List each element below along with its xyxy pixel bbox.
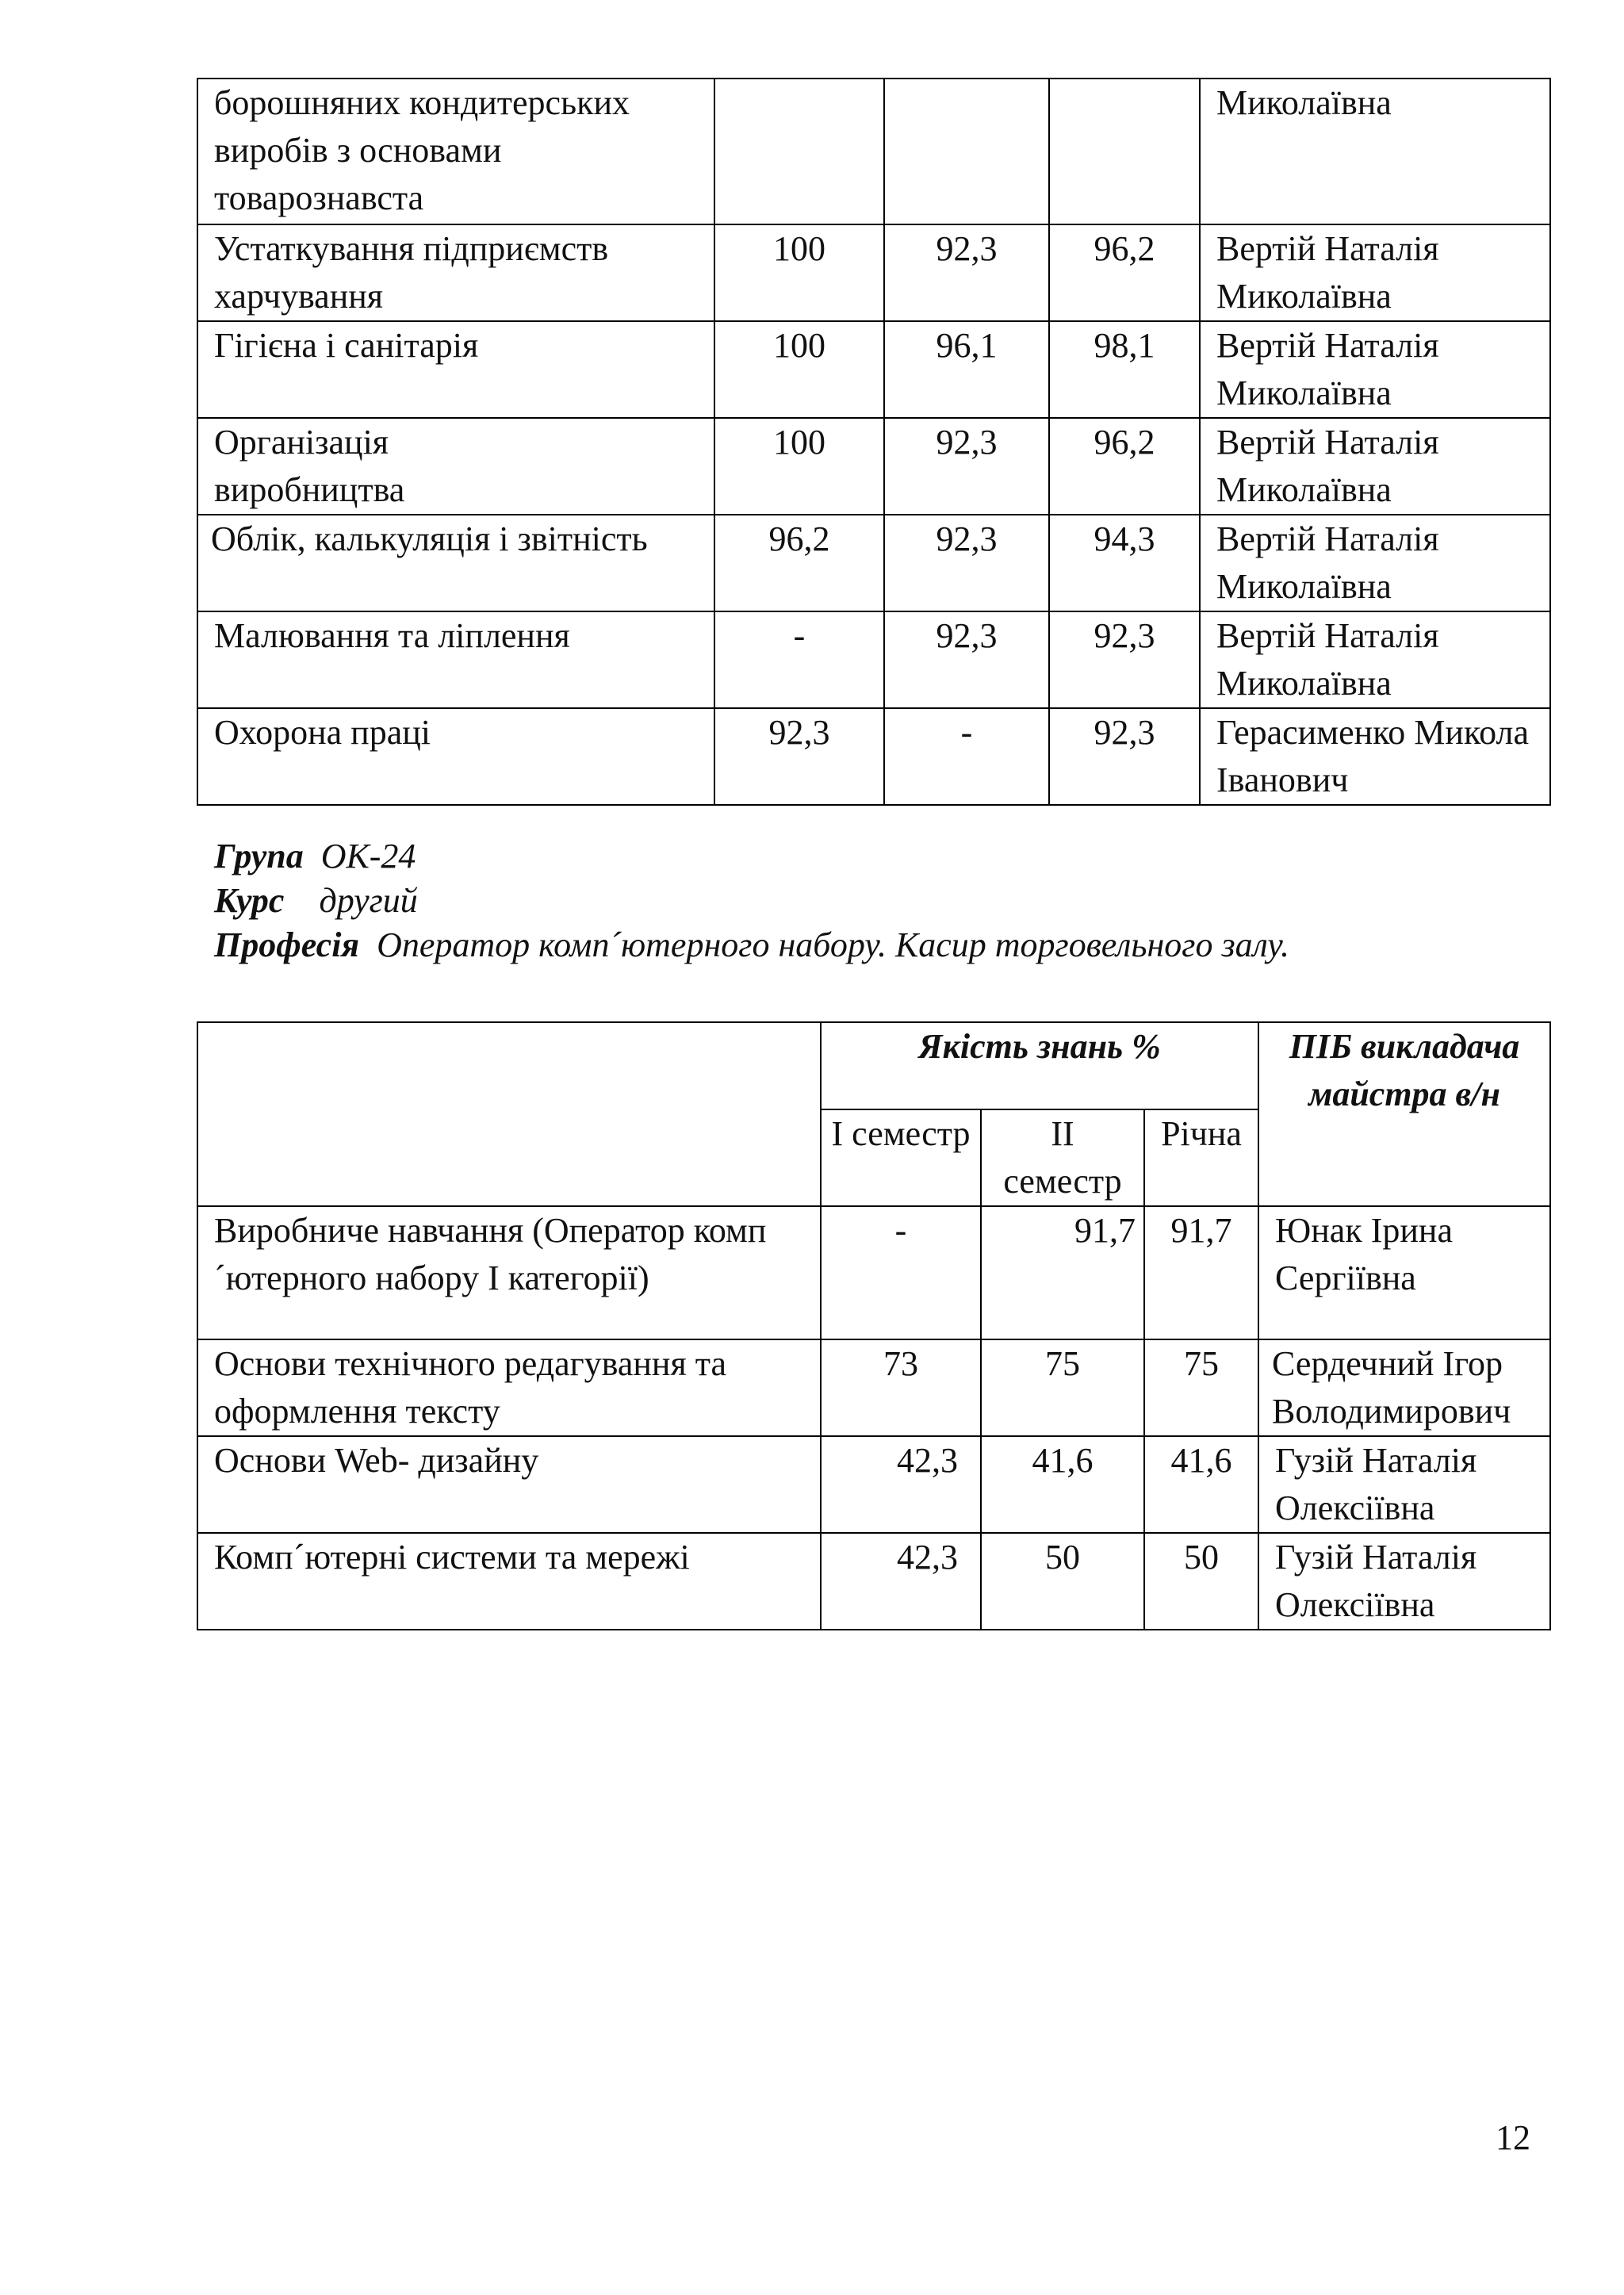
semester1-cell: 100 (714, 321, 884, 418)
group-line (214, 834, 1289, 879)
profession-label: Професія (214, 925, 360, 964)
table-row (197, 224, 1550, 321)
table-row (197, 1339, 1550, 1436)
subject-cell: Устаткування підприємств харчування (197, 224, 714, 321)
grades-table-previous-group (197, 78, 1551, 806)
table-row (197, 611, 1550, 708)
annual-cell: 94,3 (1049, 515, 1200, 611)
group-label: Група (214, 837, 304, 875)
semester1-cell: 73 (821, 1339, 981, 1436)
subject-cell: Охорона праці (197, 708, 714, 805)
table-row (197, 708, 1550, 805)
semester2-cell: 96,1 (884, 321, 1049, 418)
subject-cell: Виробниче навчання (Оператор комп´ютерного набору І категорії) (197, 1206, 821, 1339)
table-row (197, 321, 1550, 418)
subject-cell: Облік, калькуляція і звітність (197, 515, 714, 611)
teacher-cell: Миколаївна (1200, 79, 1550, 224)
annual-cell: 41,6 (1144, 1436, 1258, 1533)
semester1-cell: 100 (714, 224, 884, 321)
annual-cell: 98,1 (1049, 321, 1200, 418)
teacher-cell: Юнак Ірина Сергіївна (1258, 1206, 1550, 1339)
semester2-cell (884, 79, 1049, 224)
table-row (197, 1533, 1550, 1630)
teacher-cell: Вертій Наталія Миколаївна (1200, 321, 1550, 418)
course-line (214, 879, 1289, 923)
teacher-header: ПІБ викладача майстра в/н (1258, 1022, 1550, 1206)
semester1-cell: 92,3 (714, 708, 884, 805)
teacher-cell: Сердечний Ігор Володимирович (1258, 1339, 1550, 1436)
semester2-cell: 92,3 (884, 611, 1049, 708)
semester2-cell: - (884, 708, 1049, 805)
semester2-cell: 50 (981, 1533, 1144, 1630)
subject-cell: Основи технічного редагування та оформлення тексту (197, 1339, 821, 1436)
semester2-cell: 92,3 (884, 515, 1049, 611)
teacher-cell: Гузій Наталія Олексіївна (1258, 1533, 1550, 1630)
empty-header-cell (197, 1022, 821, 1206)
semester1-cell: 42,3 (821, 1436, 981, 1533)
teacher-cell: Вертій Наталія Миколаївна (1200, 418, 1550, 515)
annual-cell: 50 (1144, 1533, 1258, 1630)
quality-header: Якість знань % (821, 1022, 1258, 1109)
semester2-cell: 91,7 (981, 1206, 1144, 1339)
page-number: 12 (1496, 2118, 1530, 2157)
teacher-cell: Гузій Наталія Олексіївна (1258, 1436, 1550, 1533)
profession-value: Оператор комп´ютерного набору. Касир торговельного залу. (377, 925, 1289, 964)
annual-cell: 75 (1144, 1339, 1258, 1436)
course-label: Курс (214, 881, 285, 920)
teacher-cell: Вертій Наталія Миколаївна (1200, 611, 1550, 708)
table-row (197, 515, 1550, 611)
subject-cell: Комп´ютерні системи та мережі (197, 1533, 821, 1630)
group-info (214, 834, 1289, 967)
grades-table-ok24 (197, 1021, 1551, 1630)
semester2-cell: 41,6 (981, 1436, 1144, 1533)
semester2-cell: 92,3 (884, 224, 1049, 321)
semester2-header: ІІ семестр (981, 1109, 1144, 1206)
subject-cell: борошняних кондитерських виробів з основами товарознавста (197, 79, 714, 224)
table-row (197, 79, 1550, 224)
semester1-cell: - (821, 1206, 981, 1339)
annual-cell (1049, 79, 1200, 224)
subject-cell: Малювання та ліплення (197, 611, 714, 708)
semester1-header: І семестр (821, 1109, 981, 1206)
header-row (197, 1022, 1550, 1109)
semester1-cell: 42,3 (821, 1533, 981, 1630)
teacher-cell: Герасименко Микола Іванович (1200, 708, 1550, 805)
annual-cell: 96,2 (1049, 418, 1200, 515)
semester2-cell: 92,3 (884, 418, 1049, 515)
table-row (197, 418, 1550, 515)
profession-line (214, 923, 1289, 967)
course-value: другий (319, 881, 418, 920)
group-value: ОК-24 (320, 837, 416, 875)
annual-cell: 92,3 (1049, 611, 1200, 708)
semester1-cell (714, 79, 884, 224)
subject-cell: Організація виробництва (197, 418, 714, 515)
table-row (197, 1436, 1550, 1533)
subject-cell: Основи Web- дизайну (197, 1436, 821, 1533)
annual-header: Річна (1144, 1109, 1258, 1206)
semester1-cell: 100 (714, 418, 884, 515)
annual-cell: 96,2 (1049, 224, 1200, 321)
semester1-cell: 96,2 (714, 515, 884, 611)
teacher-cell: Вертій Наталія Миколаївна (1200, 515, 1550, 611)
semester2-cell: 75 (981, 1339, 1144, 1436)
table-row (197, 1206, 1550, 1339)
subject-cell: Гігієна і санітарія (197, 321, 714, 418)
annual-cell: 91,7 (1144, 1206, 1258, 1339)
teacher-cell: Вертій Наталія Миколаївна (1200, 224, 1550, 321)
semester1-cell: - (714, 611, 884, 708)
annual-cell: 92,3 (1049, 708, 1200, 805)
